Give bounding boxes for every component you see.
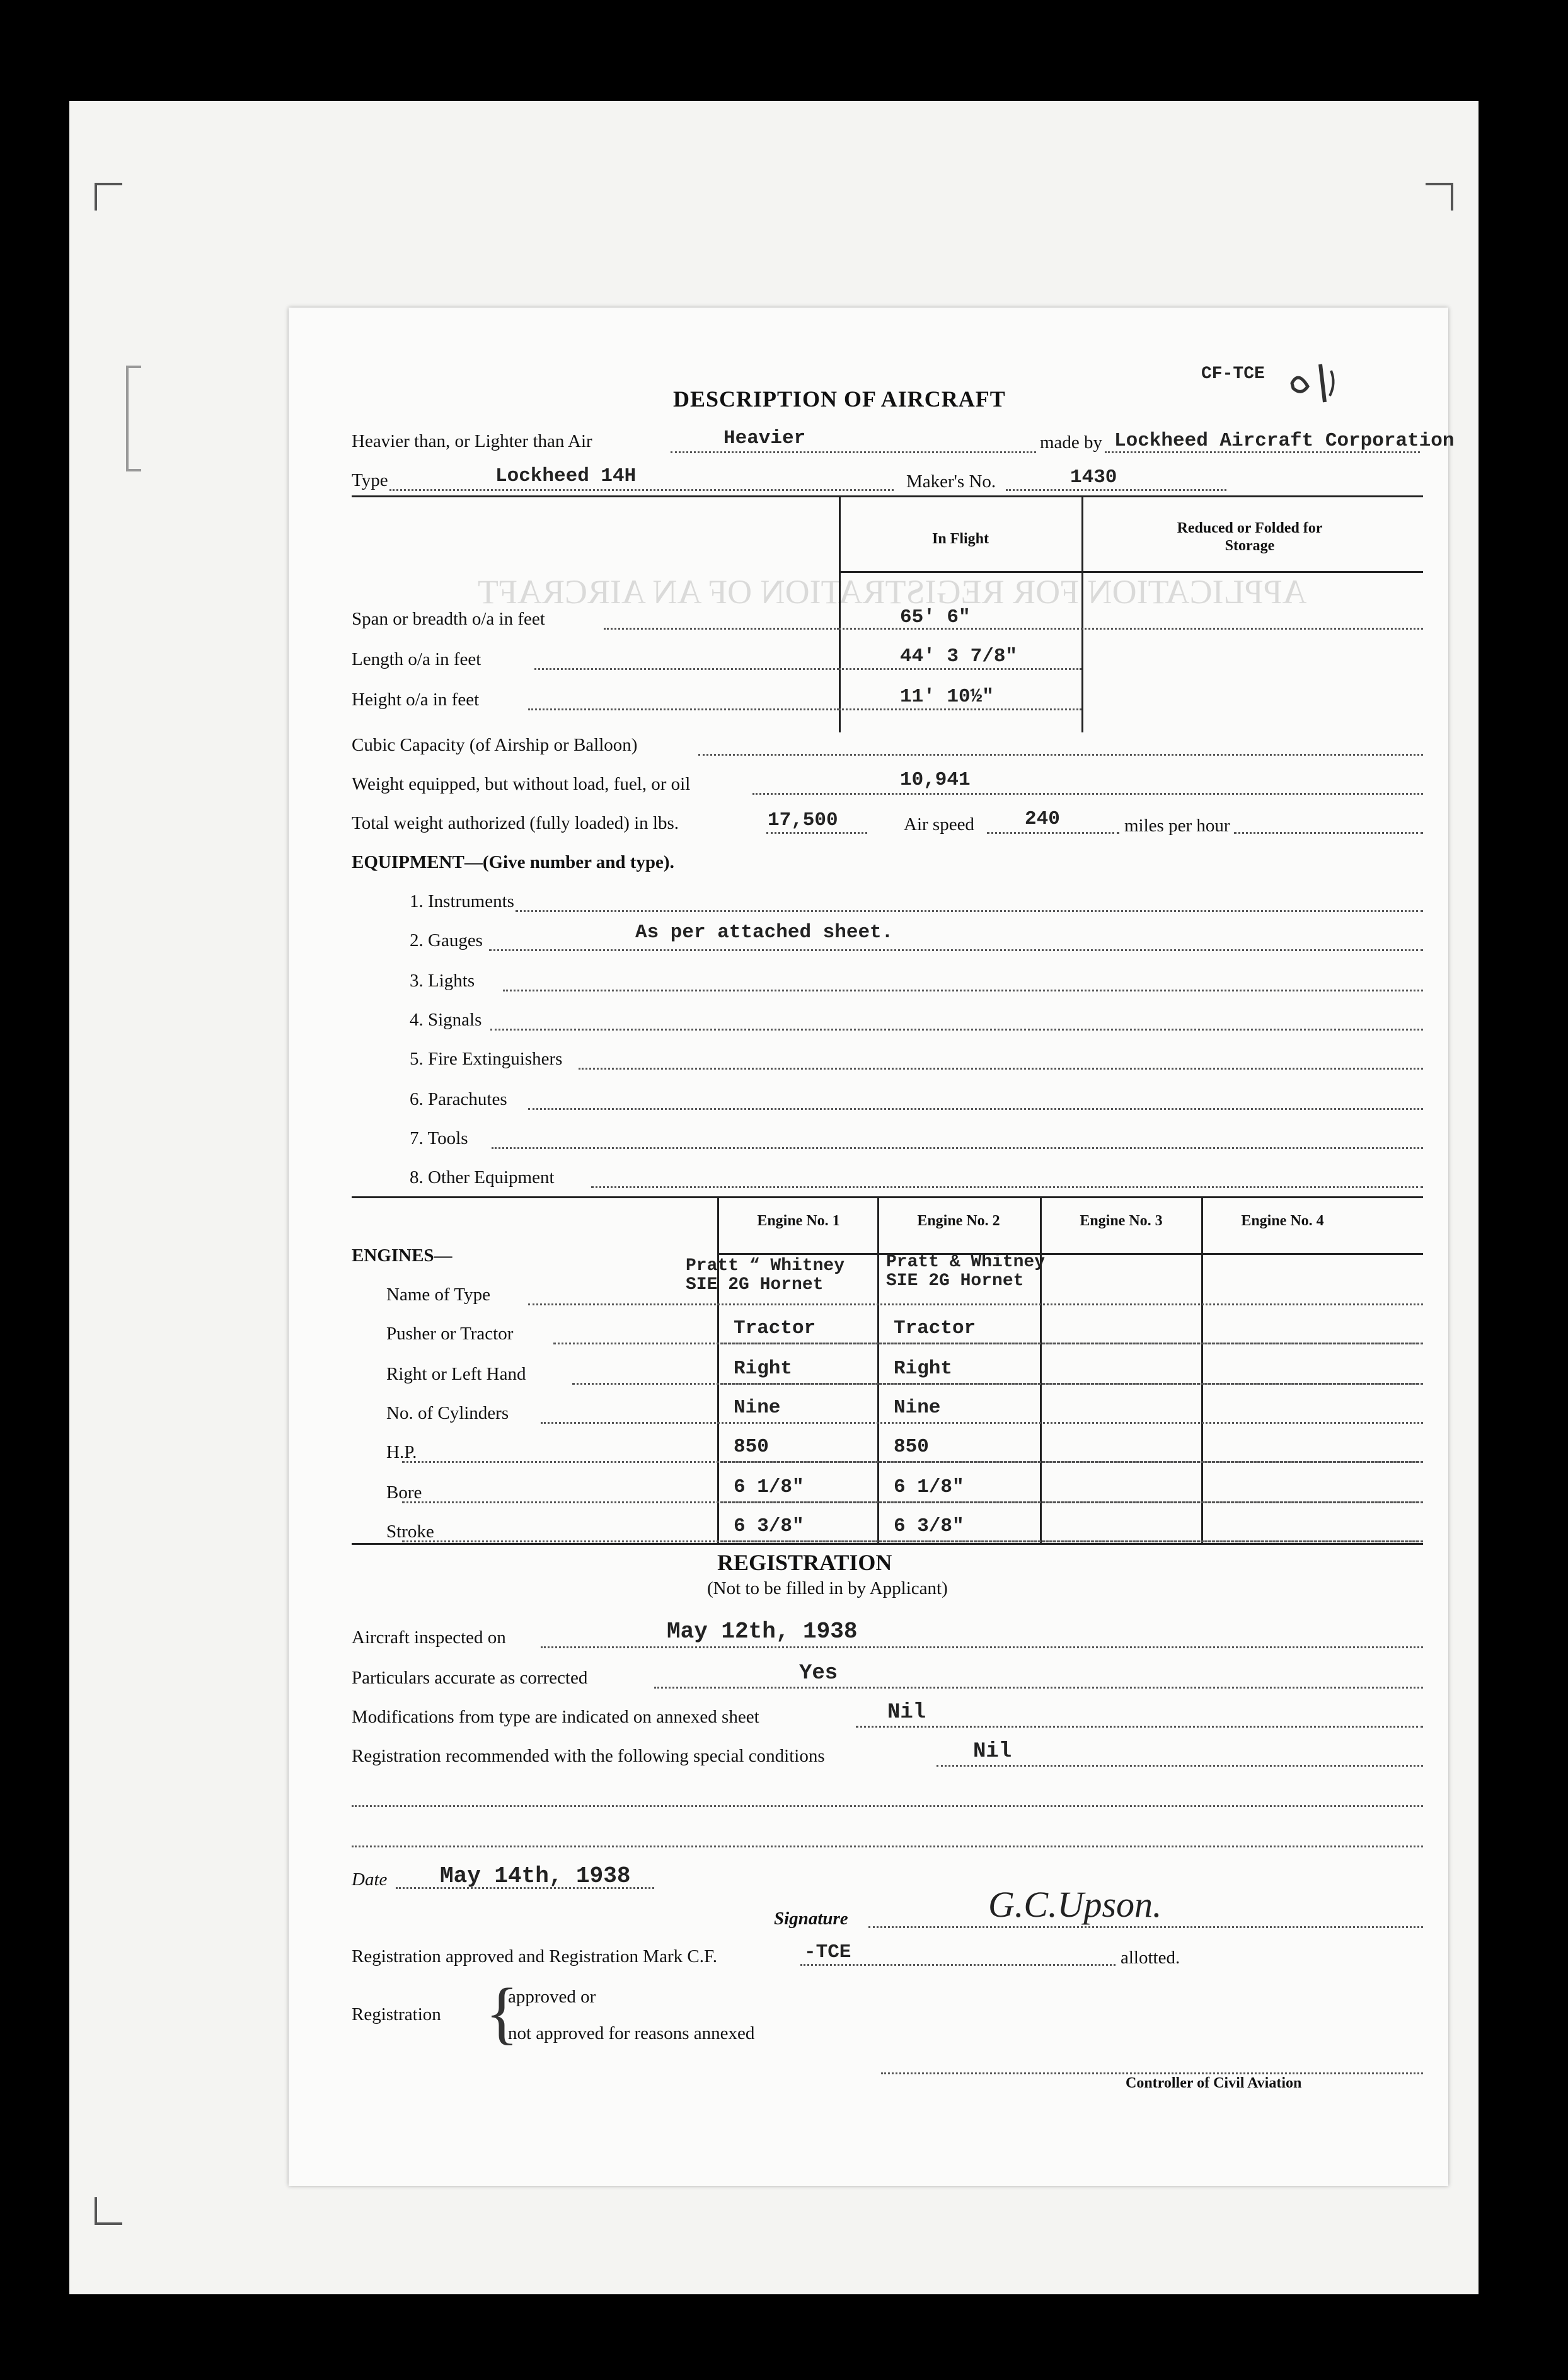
approved-or: approved or bbox=[508, 1987, 596, 2007]
registration-note: (Not to be filled in by Applicant) bbox=[707, 1578, 948, 1598]
date-value: May 14th, 1938 bbox=[440, 1863, 631, 1889]
engine-row-label: Name of Type bbox=[386, 1285, 490, 1305]
inspected-value: May 12th, 1938 bbox=[667, 1619, 858, 1644]
engine-row-label: H.P. bbox=[386, 1442, 417, 1462]
cubic-capacity-label: Cubic Capacity (of Airship or Balloon) bbox=[352, 735, 638, 755]
engine-2-value: Tractor bbox=[894, 1317, 976, 1339]
brace: { bbox=[485, 1974, 519, 2051]
makers-no-value: 1430 bbox=[1070, 466, 1117, 488]
engine-header-4: Engine No. 4 bbox=[1241, 1213, 1324, 1229]
equipment-item-label: 5. Fire Extinguishers bbox=[410, 1049, 563, 1069]
engine-row-label: Stroke bbox=[386, 1522, 434, 1542]
engine-2-value: 6 1/8" bbox=[894, 1476, 964, 1498]
heavier-value: Heavier bbox=[723, 427, 806, 449]
engine-header-2: Engine No. 2 bbox=[917, 1213, 1000, 1229]
height-value: 11' 10½" bbox=[900, 686, 994, 708]
handwritten-mark bbox=[1286, 358, 1342, 415]
recommended-value: Nil bbox=[973, 1740, 1012, 1764]
engine-row-label: Bore bbox=[386, 1482, 422, 1503]
registration-label: Registration bbox=[352, 2004, 441, 2025]
allotted-label: allotted. bbox=[1121, 1948, 1180, 1968]
equipment-item-line bbox=[503, 990, 1423, 991]
engine-cell-line bbox=[717, 1303, 1423, 1305]
made-by-label: made by bbox=[1040, 432, 1103, 453]
weight-equipped-value: 10,941 bbox=[900, 769, 971, 791]
engine-row-label: Right or Left Hand bbox=[386, 1364, 526, 1384]
length-label: Length o/a in feet bbox=[352, 649, 481, 669]
signature-label: Signature bbox=[774, 1909, 848, 1929]
makers-no-label: Maker's No. bbox=[906, 471, 996, 492]
equipment-item-line bbox=[579, 1068, 1423, 1070]
engine-cell-line bbox=[717, 1383, 1423, 1385]
equipment-item-line bbox=[516, 910, 1423, 912]
engine-row-label: No. of Cylinders bbox=[386, 1403, 509, 1423]
weight-equipped-label: Weight equipped, but without load, fuel, or oil bbox=[352, 774, 691, 794]
engine-1-value: 6 3/8" bbox=[734, 1515, 804, 1537]
registration-title: REGISTRATION bbox=[717, 1550, 892, 1575]
equipment-item-line bbox=[591, 1186, 1423, 1188]
type-value: Lockheed 14H bbox=[495, 465, 637, 487]
equipment-item-label: 4. Signals bbox=[410, 1010, 482, 1030]
equipment-item-line bbox=[489, 949, 1423, 951]
crop-mark-top-left bbox=[95, 183, 122, 211]
total-weight-value: 17,500 bbox=[768, 809, 838, 831]
equipment-label: EQUIPMENT—(Give number and type). bbox=[352, 852, 674, 872]
inspected-label: Aircraft inspected on bbox=[352, 1627, 506, 1648]
equipment-item-line bbox=[492, 1147, 1423, 1149]
engine-cell-line bbox=[717, 1461, 1423, 1463]
not-approved: not approved for reasons annexed bbox=[508, 2023, 755, 2043]
form-title: DESCRIPTION OF AIRCRAFT bbox=[673, 386, 1006, 412]
engine-1-value: Tractor bbox=[734, 1317, 816, 1339]
air-speed-label: Air speed bbox=[904, 814, 974, 835]
approved-mark: -TCE bbox=[804, 1941, 851, 1963]
engine-2-value: 6 3/8" bbox=[894, 1515, 964, 1537]
equipment-item-label: 3. Lights bbox=[410, 971, 475, 991]
engine-2-value: 850 bbox=[894, 1436, 929, 1458]
span-value: 65' 6" bbox=[900, 606, 971, 628]
height-label: Height o/a in feet bbox=[352, 690, 480, 710]
form-sheet bbox=[289, 308, 1455, 2186]
crop-mark-left-bracket bbox=[126, 366, 141, 471]
col-reduced-storage: Reduced or Folded for Storage bbox=[1177, 520, 1323, 554]
mph-label: miles per hour bbox=[1124, 816, 1230, 836]
date-label: Date bbox=[352, 1869, 388, 1890]
recommended-label: Registration recommended with the following special conditions bbox=[352, 1746, 825, 1766]
engine-header-3: Engine No. 3 bbox=[1080, 1213, 1163, 1229]
engine-1-value: Nine bbox=[734, 1397, 781, 1419]
span-label: Span or breadth o/a in feet bbox=[352, 609, 545, 629]
equipment-item-label: 7. Tools bbox=[410, 1128, 468, 1148]
engine-cell-line bbox=[717, 1540, 1423, 1542]
engine-cell-line bbox=[717, 1501, 1423, 1503]
registration-mark-top: CF-TCE bbox=[1201, 364, 1265, 384]
equipment-item-line bbox=[528, 1108, 1423, 1110]
equipment-item-label: 2. Gauges bbox=[410, 930, 483, 950]
length-value: 44' 3 7/8" bbox=[900, 645, 1018, 667]
accurate-value: Yes bbox=[799, 1661, 838, 1685]
crop-mark-bottom-left bbox=[95, 2197, 122, 2225]
type-label: Type bbox=[352, 470, 388, 490]
equipment-item-line bbox=[490, 1029, 1423, 1031]
made-by-value: Lockheed Aircraft Corporation bbox=[1114, 430, 1455, 452]
engine-2-value: Nine bbox=[894, 1397, 941, 1419]
engine-1-value: 6 1/8" bbox=[734, 1476, 804, 1498]
engine-row-label: Pusher or Tractor bbox=[386, 1324, 514, 1344]
bleed-through-title: APPLICATION FOR REGISTRATION OF AN AIRCRAFT bbox=[478, 573, 1307, 611]
accurate-label: Particulars accurate as corrected bbox=[352, 1668, 588, 1688]
total-weight-label: Total weight authorized (fully loaded) in lbs. bbox=[352, 813, 679, 833]
equipment-item-value: As per attached sheet. bbox=[635, 921, 894, 944]
signature-value: G.C.Upson. bbox=[988, 1884, 1162, 1925]
engine-2-value: Right bbox=[894, 1358, 953, 1380]
col-in-flight: In Flight bbox=[931, 531, 989, 547]
engine-cell-line bbox=[717, 1422, 1423, 1424]
equipment-item-label: 1. Instruments bbox=[410, 891, 514, 911]
modifications-value: Nil bbox=[887, 1701, 926, 1724]
approved-label: Registration approved and Registration Mark C.F. bbox=[352, 1946, 717, 1967]
equipment-item-label: 8. Other Equipment bbox=[410, 1167, 555, 1187]
engine-1-value: Right bbox=[734, 1358, 793, 1380]
engine-2-value: Pratt & Whitney SIE 2G Hornet bbox=[886, 1252, 1046, 1291]
air-speed-value: 240 bbox=[1025, 808, 1060, 830]
crop-mark-top-right bbox=[1426, 183, 1453, 211]
engines-label: ENGINES— bbox=[352, 1245, 453, 1266]
modifications-label: Modifications from type are indicated on annexed sheet bbox=[352, 1707, 759, 1727]
heavier-label: Heavier than, or Lighter than Air bbox=[352, 431, 592, 451]
engine-header-1: Engine No. 1 bbox=[757, 1213, 840, 1229]
engine-1-value: Pratt “ Whitney SIE 2G Hornet bbox=[686, 1256, 845, 1295]
controller-label: Controller of Civil Aviation bbox=[1126, 2075, 1302, 2091]
engine-1-value: 850 bbox=[734, 1436, 769, 1458]
engine-cell-line bbox=[717, 1343, 1423, 1344]
equipment-item-label: 6. Parachutes bbox=[410, 1089, 507, 1109]
